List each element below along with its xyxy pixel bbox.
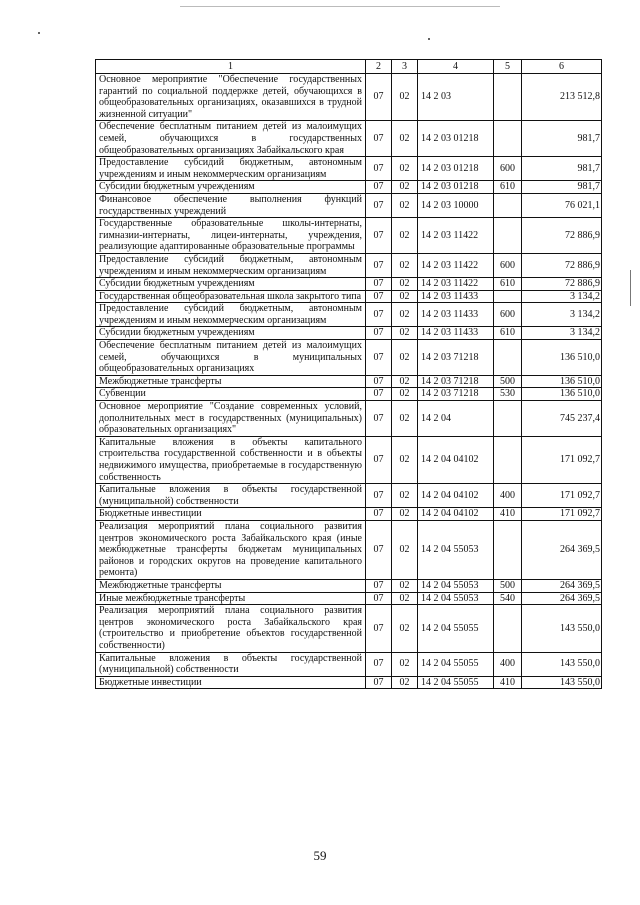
subsection-code-cell: 02 (392, 303, 418, 327)
subsection-code-cell: 02 (392, 520, 418, 579)
section-code-cell: 07 (366, 676, 392, 689)
target-article-cell: 14 2 03 11433 (418, 303, 494, 327)
section-code-cell: 07 (366, 121, 392, 157)
row-name-cell: Финансовое обеспечение выполнения функций государственных учреждений (96, 193, 366, 217)
expense-type-cell: 610 (494, 181, 522, 194)
table-row (96, 436, 602, 483)
table-row (96, 74, 602, 121)
page-number: 59 (313, 848, 327, 863)
amount-cell: 981,7 (522, 157, 602, 181)
table-row (96, 508, 602, 521)
target-article-cell: 14 2 04 04102 (418, 484, 494, 508)
expense-type-cell: 500 (494, 375, 522, 388)
section-code-cell: 07 (366, 340, 392, 376)
table-row (96, 388, 602, 401)
expense-type-cell: 540 (494, 592, 522, 605)
row-name-cell: Межбюджетные трансферты (96, 375, 366, 388)
subsection-code-cell: 02 (392, 592, 418, 605)
expense-type-cell: 410 (494, 676, 522, 689)
target-article-cell: 14 2 04 04102 (418, 508, 494, 521)
expense-type-cell: 600 (494, 253, 522, 277)
expense-type-cell (494, 605, 522, 652)
table-row (96, 253, 602, 277)
table-row (96, 193, 602, 217)
row-name-cell: Предоставление субсидий бюджетным, автономным учреждениям и иным некоммерческим организациям (96, 157, 366, 181)
expense-type-cell (494, 193, 522, 217)
expense-type-cell: 600 (494, 303, 522, 327)
target-article-cell: 14 2 03 01218 (418, 157, 494, 181)
row-name-cell: Обеспечение бесплатным питанием детей из малоимущих семей, обучающихся в муниципальных общеобразовательных организациях (96, 340, 366, 376)
scan-speck (38, 32, 40, 34)
expense-type-cell (494, 74, 522, 121)
subsection-code-cell: 02 (392, 605, 418, 652)
expense-type-cell (494, 290, 522, 303)
target-article-cell: 14 2 03 11422 (418, 253, 494, 277)
target-article-cell: 14 2 04 55055 (418, 652, 494, 676)
subsection-code-cell: 02 (392, 676, 418, 689)
section-code-cell: 07 (366, 484, 392, 508)
row-name-cell: Основное мероприятие "Обеспечение государственных гарантий по социальной поддержке детей, обучающихся в общеобразовательных организациях, оказавшихся в трудной жизненной ситуации" (96, 74, 366, 121)
section-code-cell: 07 (366, 193, 392, 217)
subsection-code-cell: 02 (392, 652, 418, 676)
section-code-cell: 07 (366, 278, 392, 291)
target-article-cell: 14 2 03 71218 (418, 388, 494, 401)
expense-type-cell: 410 (494, 508, 522, 521)
subsection-code-cell: 02 (392, 327, 418, 340)
table-row (96, 121, 602, 157)
row-name-cell: Предоставление субсидий бюджетным, автономным учреждениям и иным некоммерческим организациям (96, 303, 366, 327)
expense-type-cell: 610 (494, 327, 522, 340)
amount-cell: 213 512,8 (522, 74, 602, 121)
row-name-cell: Государственная общеобразовательная школа закрытого типа (96, 290, 366, 303)
table-row (96, 520, 602, 579)
table-row (96, 592, 602, 605)
expense-type-cell: 610 (494, 278, 522, 291)
table-row (96, 605, 602, 652)
header-cell: 4 (418, 60, 494, 74)
amount-cell: 76 021,1 (522, 193, 602, 217)
amount-cell: 143 550,0 (522, 652, 602, 676)
target-article-cell: 14 2 04 04102 (418, 436, 494, 483)
target-article-cell: 14 2 03 (418, 74, 494, 121)
section-code-cell: 07 (366, 74, 392, 121)
subsection-code-cell: 02 (392, 193, 418, 217)
section-code-cell: 07 (366, 401, 392, 437)
section-code-cell: 07 (366, 579, 392, 592)
budget-table (95, 59, 602, 689)
target-article-cell: 14 2 03 71218 (418, 375, 494, 388)
header-cell: 6 (522, 60, 602, 74)
table-row (96, 652, 602, 676)
row-name-cell: Реализация мероприятий плана социального развития центров экономического роста Забайкальского края (иные межбюджетные трансферты бюджетам муниципальных районов и городских округов на проведение капитального ремонта) (96, 520, 366, 579)
section-code-cell: 07 (366, 508, 392, 521)
subsection-code-cell: 02 (392, 253, 418, 277)
amount-cell: 745 237,4 (522, 401, 602, 437)
section-code-cell: 07 (366, 388, 392, 401)
section-code-cell: 07 (366, 181, 392, 194)
row-name-cell: Основное мероприятие "Создание современных условий, дополнительных мест в государственных (муниципальных) образовательных организациях" (96, 401, 366, 437)
subsection-code-cell: 02 (392, 375, 418, 388)
target-article-cell: 14 2 03 01218 (418, 121, 494, 157)
amount-cell: 171 092,7 (522, 508, 602, 521)
target-article-cell: 14 2 03 10000 (418, 193, 494, 217)
amount-cell: 72 886,9 (522, 278, 602, 291)
row-name-cell: Субсидии бюджетным учреждениям (96, 181, 366, 194)
subsection-code-cell: 02 (392, 218, 418, 254)
row-name-cell: Иные межбюджетные трансферты (96, 592, 366, 605)
target-article-cell: 14 2 03 01218 (418, 181, 494, 194)
section-code-cell: 07 (366, 520, 392, 579)
expense-type-cell: 400 (494, 652, 522, 676)
table-row (96, 290, 602, 303)
subsection-code-cell: 02 (392, 401, 418, 437)
subsection-code-cell: 02 (392, 278, 418, 291)
target-article-cell: 14 2 03 71218 (418, 340, 494, 376)
amount-cell: 136 510,0 (522, 388, 602, 401)
table-row (96, 327, 602, 340)
section-code-cell: 07 (366, 592, 392, 605)
row-name-cell: Государственные образовательные школы-интернаты, гимназии-интернаты, лицеи-интернаты, учреждения, реализующие адаптированные образовательные программы (96, 218, 366, 254)
target-article-cell: 14 2 04 55055 (418, 605, 494, 652)
section-code-cell: 07 (366, 375, 392, 388)
expense-type-cell: 500 (494, 579, 522, 592)
table-row (96, 579, 602, 592)
subsection-code-cell: 02 (392, 436, 418, 483)
header-cell: 3 (392, 60, 418, 74)
target-article-cell: 14 2 03 11433 (418, 327, 494, 340)
row-name-cell: Бюджетные инвестиции (96, 676, 366, 689)
table-row (96, 181, 602, 194)
expense-type-cell (494, 401, 522, 437)
amount-cell: 3 134,2 (522, 290, 602, 303)
row-name-cell: Бюджетные инвестиции (96, 508, 366, 521)
expense-type-cell (494, 520, 522, 579)
row-name-cell: Субсидии бюджетным учреждениям (96, 327, 366, 340)
section-code-cell: 07 (366, 290, 392, 303)
section-code-cell: 07 (366, 436, 392, 483)
target-article-cell: 14 2 04 55053 (418, 592, 494, 605)
row-name-cell: Межбюджетные трансферты (96, 579, 366, 592)
subsection-code-cell: 02 (392, 388, 418, 401)
section-code-cell: 07 (366, 157, 392, 181)
table-row (96, 340, 602, 376)
section-code-cell: 07 (366, 327, 392, 340)
amount-cell: 3 134,2 (522, 303, 602, 327)
amount-cell: 136 510,0 (522, 375, 602, 388)
subsection-code-cell: 02 (392, 508, 418, 521)
target-article-cell: 14 2 03 11433 (418, 290, 494, 303)
subsection-code-cell: 02 (392, 579, 418, 592)
target-article-cell: 14 2 04 (418, 401, 494, 437)
amount-cell: 264 369,5 (522, 579, 602, 592)
scan-edge-mark (630, 270, 631, 306)
row-name-cell: Субвенции (96, 388, 366, 401)
subsection-code-cell: 02 (392, 74, 418, 121)
amount-cell: 264 369,5 (522, 592, 602, 605)
header-cell: 5 (494, 60, 522, 74)
expense-type-cell: 600 (494, 157, 522, 181)
table-row (96, 303, 602, 327)
amount-cell: 72 886,9 (522, 253, 602, 277)
expense-type-cell (494, 218, 522, 254)
target-article-cell: 14 2 04 55053 (418, 520, 494, 579)
amount-cell: 72 886,9 (522, 218, 602, 254)
table-header-row (96, 60, 602, 74)
subsection-code-cell: 02 (392, 290, 418, 303)
amount-cell: 981,7 (522, 181, 602, 194)
table-row (96, 218, 602, 254)
row-name-cell: Обеспечение бесплатным питанием детей из малоимущих семей, обучающихся в государственных общеобразовательных организациях Забайкальского края (96, 121, 366, 157)
subsection-code-cell: 02 (392, 340, 418, 376)
scan-speck (428, 38, 430, 40)
row-name-cell: Капитальные вложения в объекты капитального строительства государственной собственности и в объекты недвижимого имущества, приобретаемые в государственную собственность (96, 436, 366, 483)
section-code-cell: 07 (366, 218, 392, 254)
subsection-code-cell: 02 (392, 484, 418, 508)
row-name-cell: Субсидии бюджетным учреждениям (96, 278, 366, 291)
subsection-code-cell: 02 (392, 121, 418, 157)
row-name-cell: Капитальные вложения в объекты государственной (муниципальной) собственности (96, 652, 366, 676)
table-row (96, 676, 602, 689)
header-cell: 2 (366, 60, 392, 74)
row-name-cell: Реализация мероприятий плана социального развития центров экономического роста Забайкальского края (строительство и приобретение объектов государственной собственности) (96, 605, 366, 652)
expense-type-cell (494, 340, 522, 376)
target-article-cell: 14 2 04 55053 (418, 579, 494, 592)
table-row (96, 375, 602, 388)
target-article-cell: 14 2 03 11422 (418, 218, 494, 254)
amount-cell: 143 550,0 (522, 676, 602, 689)
expense-type-cell (494, 436, 522, 483)
section-code-cell: 07 (366, 652, 392, 676)
table-row (96, 484, 602, 508)
amount-cell: 143 550,0 (522, 605, 602, 652)
expense-type-cell (494, 121, 522, 157)
amount-cell: 264 369,5 (522, 520, 602, 579)
row-name-cell: Предоставление субсидий бюджетным, автономным учреждениям и иным некоммерческим организациям (96, 253, 366, 277)
section-code-cell: 07 (366, 253, 392, 277)
section-code-cell: 07 (366, 605, 392, 652)
target-article-cell: 14 2 03 11422 (418, 278, 494, 291)
header-cell: 1 (96, 60, 366, 74)
target-article-cell: 14 2 04 55055 (418, 676, 494, 689)
expense-type-cell: 530 (494, 388, 522, 401)
amount-cell: 3 134,2 (522, 327, 602, 340)
table-row (96, 278, 602, 291)
section-code-cell: 07 (366, 303, 392, 327)
amount-cell: 981,7 (522, 121, 602, 157)
subsection-code-cell: 02 (392, 181, 418, 194)
amount-cell: 136 510,0 (522, 340, 602, 376)
amount-cell: 171 092,7 (522, 436, 602, 483)
subsection-code-cell: 02 (392, 157, 418, 181)
scan-top-line (180, 6, 500, 7)
row-name-cell: Капитальные вложения в объекты государственной (муниципальной) собственности (96, 484, 366, 508)
amount-cell: 171 092,7 (522, 484, 602, 508)
table-row (96, 401, 602, 437)
expense-type-cell: 400 (494, 484, 522, 508)
table-row (96, 157, 602, 181)
